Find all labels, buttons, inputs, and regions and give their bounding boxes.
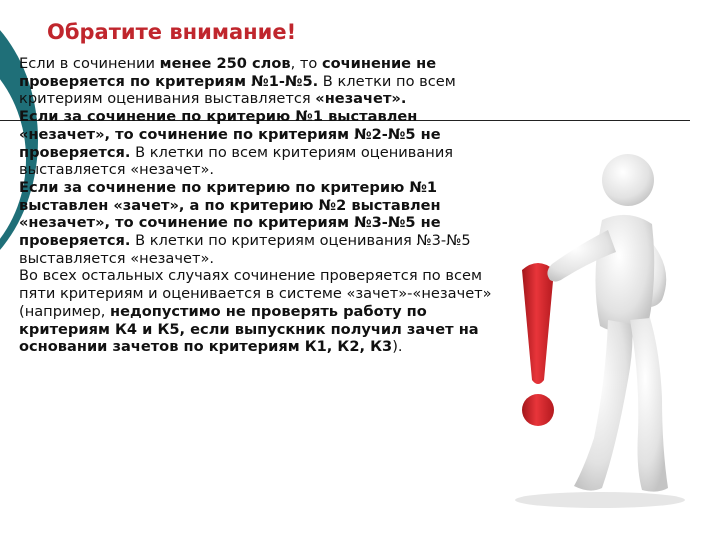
slide-title: Обратите внимание! bbox=[47, 20, 297, 44]
paragraph-3 bbox=[19, 179, 497, 268]
p1-bold-3: «незачет». bbox=[315, 90, 407, 108]
paragraph-1 bbox=[19, 55, 497, 108]
p2-text-1: В клетки по всем критериям оценивания выставляется «незачет». bbox=[19, 143, 454, 179]
figure-right-leg bbox=[630, 318, 668, 492]
p4-text-2: ). bbox=[392, 338, 403, 356]
paragraph-2 bbox=[19, 108, 497, 179]
figure-shadow bbox=[515, 492, 685, 508]
p1-bold-1: менее 250 слов bbox=[159, 55, 291, 72]
slide-body bbox=[19, 55, 497, 356]
figure-left-leg bbox=[574, 320, 633, 491]
p1-text-1: Если в сочинении bbox=[19, 55, 160, 72]
p1-text-3: В клетки по всем критериям оценивания выставляется bbox=[19, 72, 456, 108]
p3-text-1: В клетки по критериям оценивания №3-№5 выставляется «незачет». bbox=[19, 232, 471, 267]
person-leaning-on-exclamation-mark-icon bbox=[490, 148, 690, 518]
figure-head bbox=[602, 154, 654, 206]
p2-bold-1: Если за сочинение по критерию №1 выставлен «незачет», то сочинение по критериям №2-№5 не проверяется. bbox=[19, 108, 441, 161]
p1-bold-2: сочинение не проверяется по критериям №1-№5. bbox=[19, 55, 437, 90]
p4-bold-1: недопустимо не проверять работу по критериям К4 и К5, если выпускник получил зачет на основании зачетов по критериям К1, К2, К3 bbox=[19, 302, 479, 356]
p4-text-1: Во всех остальных случаях сочинение проверяется по всем пяти критериям и оценивается в системе «зачет»-«незачет» (например, bbox=[19, 267, 492, 320]
paragraph-4 bbox=[19, 267, 497, 356]
exclamation-dot bbox=[522, 394, 554, 426]
p1-text-2: , то bbox=[290, 55, 322, 72]
exclamation-bar bbox=[522, 263, 554, 384]
p3-bold-1: Если за сочинение по критерию по критерию №1 выставлен «зачет», а по критерию №2 выставлен «незачет», то сочинение по критериям №3-№5 не проверяется. bbox=[19, 178, 441, 250]
